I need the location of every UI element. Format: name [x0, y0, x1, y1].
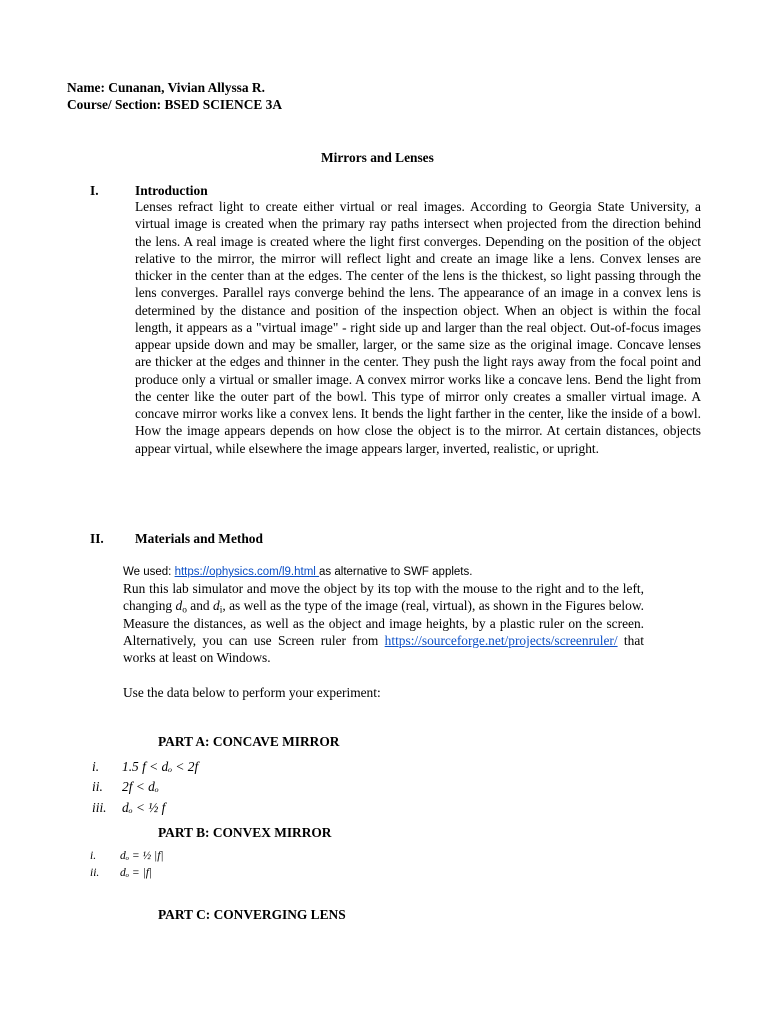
part-a-item-1-condition: 1.5 f < dₒ < 2f: [122, 759, 199, 774]
section-number-materials: II.: [90, 531, 104, 546]
student-name: Name: Cunanan, Vivian Allyssa R.: [67, 80, 265, 95]
part-c-heading: PART C: CONVERGING LENS: [158, 907, 346, 922]
method-paragraph: Run this lab simulator and move the object by its top with the mouse to the right and to the left, changing $d_o$ and $d_i$, as well as the type of the image (real, virtual), as shown in the Figures below. Measure the distances, as well as the object and image heights, by a plastic ruler on the screen. Alternatively, you can use Screen ruler from https://sourceforge.net/projects/screenruler/ that works at least on Windows.: [123, 581, 644, 666]
part-a-item-2-number: ii.: [92, 779, 103, 794]
part-b-item-2-number: ii.: [90, 867, 100, 879]
part-a-item-3-number: iii.: [92, 800, 107, 815]
used-prefix: We used:: [123, 566, 175, 578]
part-a-item-3-condition: dₒ < ½ f: [122, 800, 166, 815]
course-section: Course/ Section: BSED SCIENCE 3A: [67, 97, 283, 112]
introduction-paragraph: Lenses refract light to create either virtual or real images. According to Georgia State University, a virtual image is created when the primary ray paths intersect when projected from the direction behind the lens. A real image is created where the light first converges. Depending on the position of the object relative to the mirror, the mirror will reflect light and create an image like a lens. Convex lenses are thicker in the center than at the edges. The center of the lens is the thickest, so light passing through the lens converges. Parallel rays converge behind the lens. The appearance of an image in a convex lens is determined by the distance and position of the inspection object. When an object is within the focal length, it appears as a "virtual image" - right side up and larger than the real object. Out-of-focus images appear upside down and may be smaller, larger, or the same size as the original image. Concave lenses are thicker at the edges and thinner in the center. They push the light rays away from the focal point and produce only a virtual or smaller image. A convex mirror works like a concave lens. Bend the light from the center like the outer part of the bowl. This type of mirror only creates a smaller virtual image. A concave mirror works like a convex lens. It bends the light farther in the center, like the inside of a bowl. How the image appears depends on how close the object is to the mirror. At certain distances, objects appear virtual, while elsewhere the image appears larger, inverted, realistic, or upright.: [135, 199, 701, 456]
use-data-text: Use the data below to perform your experiment:: [123, 685, 381, 700]
part-a-heading: PART A: CONCAVE MIRROR: [158, 734, 340, 749]
part-b-item-1-condition: dₒ = ½ |f|: [120, 850, 164, 862]
used-line: [123, 564, 472, 581]
part-a-item-2-condition: 2f < dₒ: [122, 779, 159, 794]
used-suffix: as alternative to SWF applets.: [319, 566, 473, 578]
section-heading-intro: Introduction: [135, 183, 208, 198]
screenruler-link[interactable]: https://sourceforge.net/projects/screenruler/: [384, 632, 618, 648]
part-b-item-1-number: i.: [90, 850, 97, 862]
part-b-item-2-condition: dₒ = |f|: [120, 867, 153, 879]
ophysics-link[interactable]: https://ophysics.com/l9.html: [174, 566, 320, 578]
part-a-item-1-number: i.: [92, 759, 100, 774]
part-b-heading: PART B: CONVEX MIRROR: [158, 825, 332, 840]
section-number-intro: I.: [90, 183, 99, 198]
section-heading-materials: Materials and Method: [135, 531, 263, 546]
document-title: Mirrors and Lenses: [321, 150, 434, 165]
